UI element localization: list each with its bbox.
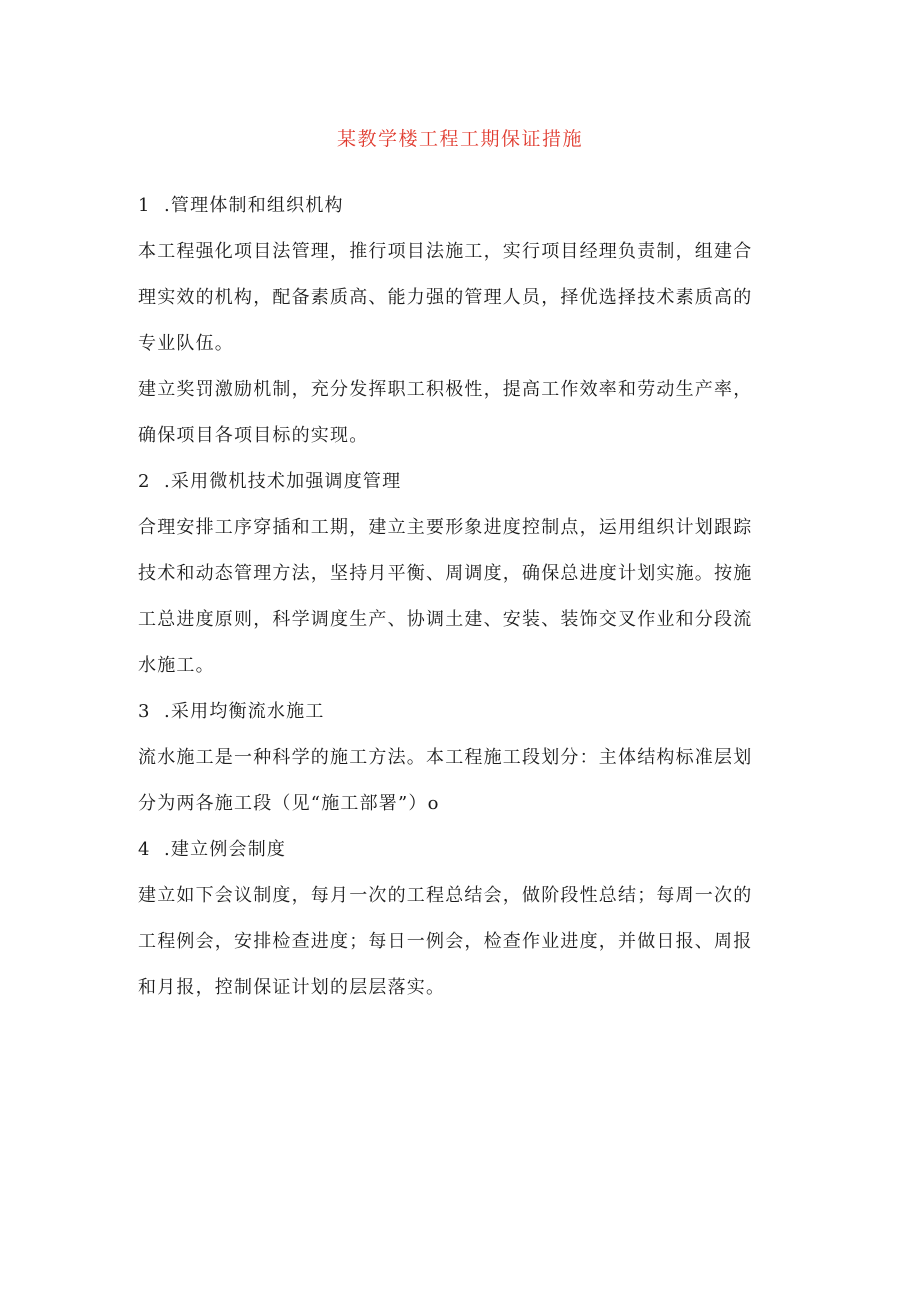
paragraph-line: 工总进度原则，科学调度生产、协调土建、安装、装饰交叉作业和分段流 xyxy=(138,609,753,630)
paragraph-line: 理实效的机构，配备素质高、能力强的管理人员，择优选择技术素质高的 xyxy=(138,287,753,308)
section-number: 1 xyxy=(138,195,151,216)
section-number: 4 xyxy=(138,839,151,860)
paragraph-line: 分为两各施工段（见“施工部署”）o xyxy=(138,793,440,814)
paragraph xyxy=(138,370,788,462)
document-body xyxy=(138,186,788,1014)
paragraph xyxy=(138,508,788,692)
section-3 xyxy=(138,692,788,830)
section-heading xyxy=(138,462,788,508)
paragraph-line: 工程例会，安排检查进度；每日一例会，检查作业进度，并做日报、周报 xyxy=(138,931,753,952)
paragraph xyxy=(138,738,788,830)
paragraph-line: 本工程强化项目法管理，推行项目法施工，实行项目经理负责制，组建合 xyxy=(138,241,753,262)
section-heading-text: .采用均衡流水施工 xyxy=(164,701,325,722)
section-heading xyxy=(138,692,788,738)
document-title: 某教学楼工程工期保证措施 xyxy=(336,128,583,150)
section-heading xyxy=(138,830,788,876)
section-heading-text: .管理体制和组织机构 xyxy=(164,195,344,216)
paragraph xyxy=(138,876,788,1014)
paragraph-line: 和月报，控制保证计划的层层落实。 xyxy=(138,977,446,998)
paragraph-line: 建立如下会议制度，每月一次的工程总结会，做阶段性总结；每周一次的 xyxy=(138,885,753,906)
section-number: 2 xyxy=(138,471,151,492)
paragraph xyxy=(138,232,788,370)
section-number: 3 xyxy=(138,701,151,722)
section-heading-text: .采用微机技术加强调度管理 xyxy=(164,471,402,492)
paragraph-line: 技术和动态管理方法，坚持月平衡、周调度，确保总进度计划实施。按施 xyxy=(138,563,753,584)
paragraph-line: 水施工。 xyxy=(138,655,215,676)
paragraph-line: 专业队伍。 xyxy=(138,333,234,354)
section-1 xyxy=(138,186,788,462)
paragraph-line: 确保项目各项目标的实现。 xyxy=(138,425,369,446)
paragraph-line: 流水施工是一种科学的施工方法。本工程施工段划分：主体结构标准层划 xyxy=(138,747,753,768)
section-heading xyxy=(138,186,788,232)
paragraph-line: 合理安排工序穿插和工期，建立主要形象进度控制点，运用组织计划跟踪 xyxy=(138,517,753,538)
section-heading-text: .建立例会制度 xyxy=(164,839,287,860)
section-4 xyxy=(138,830,788,1014)
paragraph-line: 建立奖罚激励机制，充分发挥职工积极性，提高工作效率和劳动生产率， xyxy=(138,379,753,400)
section-2 xyxy=(138,462,788,692)
